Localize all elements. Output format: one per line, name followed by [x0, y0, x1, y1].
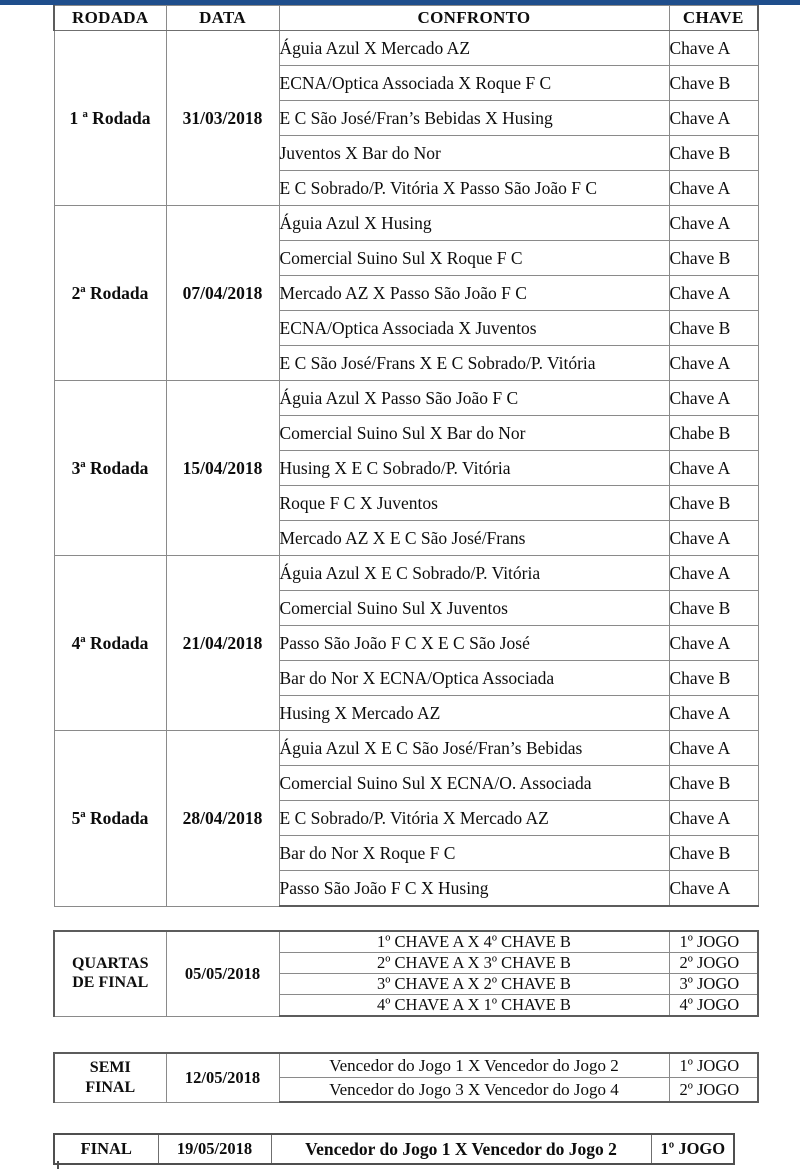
match-chave: Chave A	[669, 451, 758, 486]
match-chave: Chave A	[669, 31, 758, 66]
quarterfinals-label-line1: QUARTAS	[72, 955, 149, 973]
match-chave: Chave A	[669, 626, 758, 661]
match-confronto: Bar do Nor X ECNA/Optica Associada	[279, 661, 669, 696]
match-confronto: E C Sobrado/P. Vitória X Passo São João F C	[279, 171, 669, 206]
column-header-chave: CHAVE	[669, 6, 758, 31]
final-table	[53, 1133, 735, 1165]
match-chave: Chave A	[669, 276, 758, 311]
table-row	[54, 1053, 758, 1078]
match-chave: Chave B	[669, 66, 758, 101]
match-chave: Chabe B	[669, 416, 758, 451]
semifinals-label	[54, 1053, 166, 1102]
match-chave: Chave B	[669, 591, 758, 626]
match-chave: Chave B	[669, 311, 758, 346]
match-confronto: Husing X Mercado AZ	[279, 696, 669, 731]
match-jogo: 1º JOGO	[669, 931, 758, 953]
match-confronto: ECNA/Optica Associada X Roque F C	[279, 66, 669, 101]
table-row	[54, 381, 758, 416]
match-chave: Chave A	[669, 101, 758, 136]
match-chave: Chave B	[669, 836, 758, 871]
match-confronto: Husing X E C Sobrado/P. Vitória	[279, 451, 669, 486]
round-date-2: 07/04/2018	[166, 206, 279, 381]
match-jogo: 1º JOGO	[651, 1134, 734, 1164]
match-confronto: Comercial Suino Sul X Roque F C	[279, 241, 669, 276]
quarterfinals-date: 05/05/2018	[166, 931, 279, 1016]
quarterfinals-label	[54, 931, 166, 1016]
table-edge-tick	[57, 1161, 59, 1169]
semifinals-date: 12/05/2018	[166, 1053, 279, 1102]
match-confronto: Comercial Suino Sul X Juventos	[279, 591, 669, 626]
group-stage-table	[53, 5, 759, 907]
match-chave: Chave A	[669, 521, 758, 556]
match-chave: Chave B	[669, 486, 758, 521]
match-confronto: 3º CHAVE A X 2º CHAVE B	[279, 974, 669, 995]
group-stage-table-wrapper	[53, 5, 759, 907]
match-chave: Chave A	[669, 871, 758, 907]
column-header-data: DATA	[166, 6, 279, 31]
semifinals-table	[53, 1052, 759, 1103]
match-confronto: Águia Azul X E C Sobrado/P. Vitória	[279, 556, 669, 591]
match-jogo: 4º JOGO	[669, 995, 758, 1017]
round-date-5: 28/04/2018	[166, 731, 279, 907]
match-chave: Chave B	[669, 241, 758, 276]
semifinals-label-line2: FINAL	[85, 1078, 136, 1096]
round-label-2: 2ª Rodada	[54, 206, 166, 381]
match-chave: Chave A	[669, 696, 758, 731]
round-date-4: 21/04/2018	[166, 556, 279, 731]
final-date: 19/05/2018	[158, 1134, 271, 1164]
match-chave: Chave A	[669, 346, 758, 381]
table-header-row	[54, 6, 758, 31]
match-confronto: 1º CHAVE A X 4º CHAVE B	[279, 931, 669, 953]
match-chave: Chave A	[669, 556, 758, 591]
match-confronto: E C São José/Frans X E C Sobrado/P. Vitória	[279, 346, 669, 381]
match-confronto: Vencedor do Jogo 1 X Vencedor do Jogo 2	[271, 1134, 651, 1164]
match-chave: Chave B	[669, 661, 758, 696]
match-confronto: Roque F C X Juventos	[279, 486, 669, 521]
match-confronto: E C Sobrado/P. Vitória X Mercado AZ	[279, 801, 669, 836]
round-date-1: 31/03/2018	[166, 31, 279, 206]
quarterfinals-table-wrapper	[53, 930, 759, 1017]
quarterfinals-body	[54, 931, 758, 1016]
quarterfinals-label-line2: DE FINAL	[72, 973, 149, 991]
table-row	[54, 31, 758, 66]
round-label-1: 1 ª Rodada	[54, 31, 166, 206]
group-stage-body	[54, 31, 758, 907]
semifinals-label-line1: SEMI	[89, 1058, 131, 1076]
table-row	[54, 206, 758, 241]
match-confronto: E C São José/Fran’s Bebidas X Husing	[279, 101, 669, 136]
match-confronto: Mercado AZ X E C São José/Frans	[279, 521, 669, 556]
round-label-4: 4ª Rodada	[54, 556, 166, 731]
match-jogo: 2º JOGO	[669, 953, 758, 974]
match-confronto: 4º CHAVE A X 1º CHAVE B	[279, 995, 669, 1017]
round-label-3: 3ª Rodada	[54, 381, 166, 556]
match-chave: Chave B	[669, 766, 758, 801]
match-confronto: Bar do Nor X Roque F C	[279, 836, 669, 871]
table-row	[54, 931, 758, 953]
match-confronto: Passo São João F C X Husing	[279, 871, 669, 907]
match-confronto: Vencedor do Jogo 1 X Vencedor do Jogo 2	[279, 1053, 669, 1078]
round-label-5: 5ª Rodada	[54, 731, 166, 907]
match-chave: Chave B	[669, 136, 758, 171]
match-confronto: Vencedor do Jogo 3 X Vencedor do Jogo 4	[279, 1078, 669, 1103]
match-confronto: Mercado AZ X Passo São João F C	[279, 276, 669, 311]
match-confronto: Juventos X Bar do Nor	[279, 136, 669, 171]
match-confronto: Comercial Suino Sul X Bar do Nor	[279, 416, 669, 451]
match-jogo: 1º JOGO	[669, 1053, 758, 1078]
table-row	[54, 556, 758, 591]
quarterfinals-table	[53, 930, 759, 1017]
match-confronto: Águia Azul X Mercado AZ	[279, 31, 669, 66]
match-confronto: Águia Azul X E C São José/Fran’s Bebidas	[279, 731, 669, 766]
match-chave: Chave A	[669, 206, 758, 241]
match-chave: Chave A	[669, 171, 758, 206]
final-label: FINAL	[54, 1134, 158, 1164]
match-jogo: 2º JOGO	[669, 1078, 758, 1103]
final-table-wrapper	[53, 1133, 735, 1165]
match-confronto: ECNA/Optica Associada X Juventos	[279, 311, 669, 346]
match-confronto: Águia Azul X Passo São João F C	[279, 381, 669, 416]
semifinals-body	[54, 1053, 758, 1102]
match-chave: Chave A	[669, 801, 758, 836]
match-jogo: 3º JOGO	[669, 974, 758, 995]
match-confronto: Comercial Suino Sul X ECNA/O. Associada	[279, 766, 669, 801]
match-confronto: Passo São João F C X E C São José	[279, 626, 669, 661]
match-chave: Chave A	[669, 381, 758, 416]
semifinals-table-wrapper	[53, 1052, 759, 1103]
match-confronto: 2º CHAVE A X 3º CHAVE B	[279, 953, 669, 974]
column-header-confronto: CONFRONTO	[279, 6, 669, 31]
round-date-3: 15/04/2018	[166, 381, 279, 556]
table-row	[54, 731, 758, 766]
column-header-rodada: RODADA	[54, 6, 166, 31]
match-confronto: Águia Azul X Husing	[279, 206, 669, 241]
match-chave: Chave A	[669, 731, 758, 766]
